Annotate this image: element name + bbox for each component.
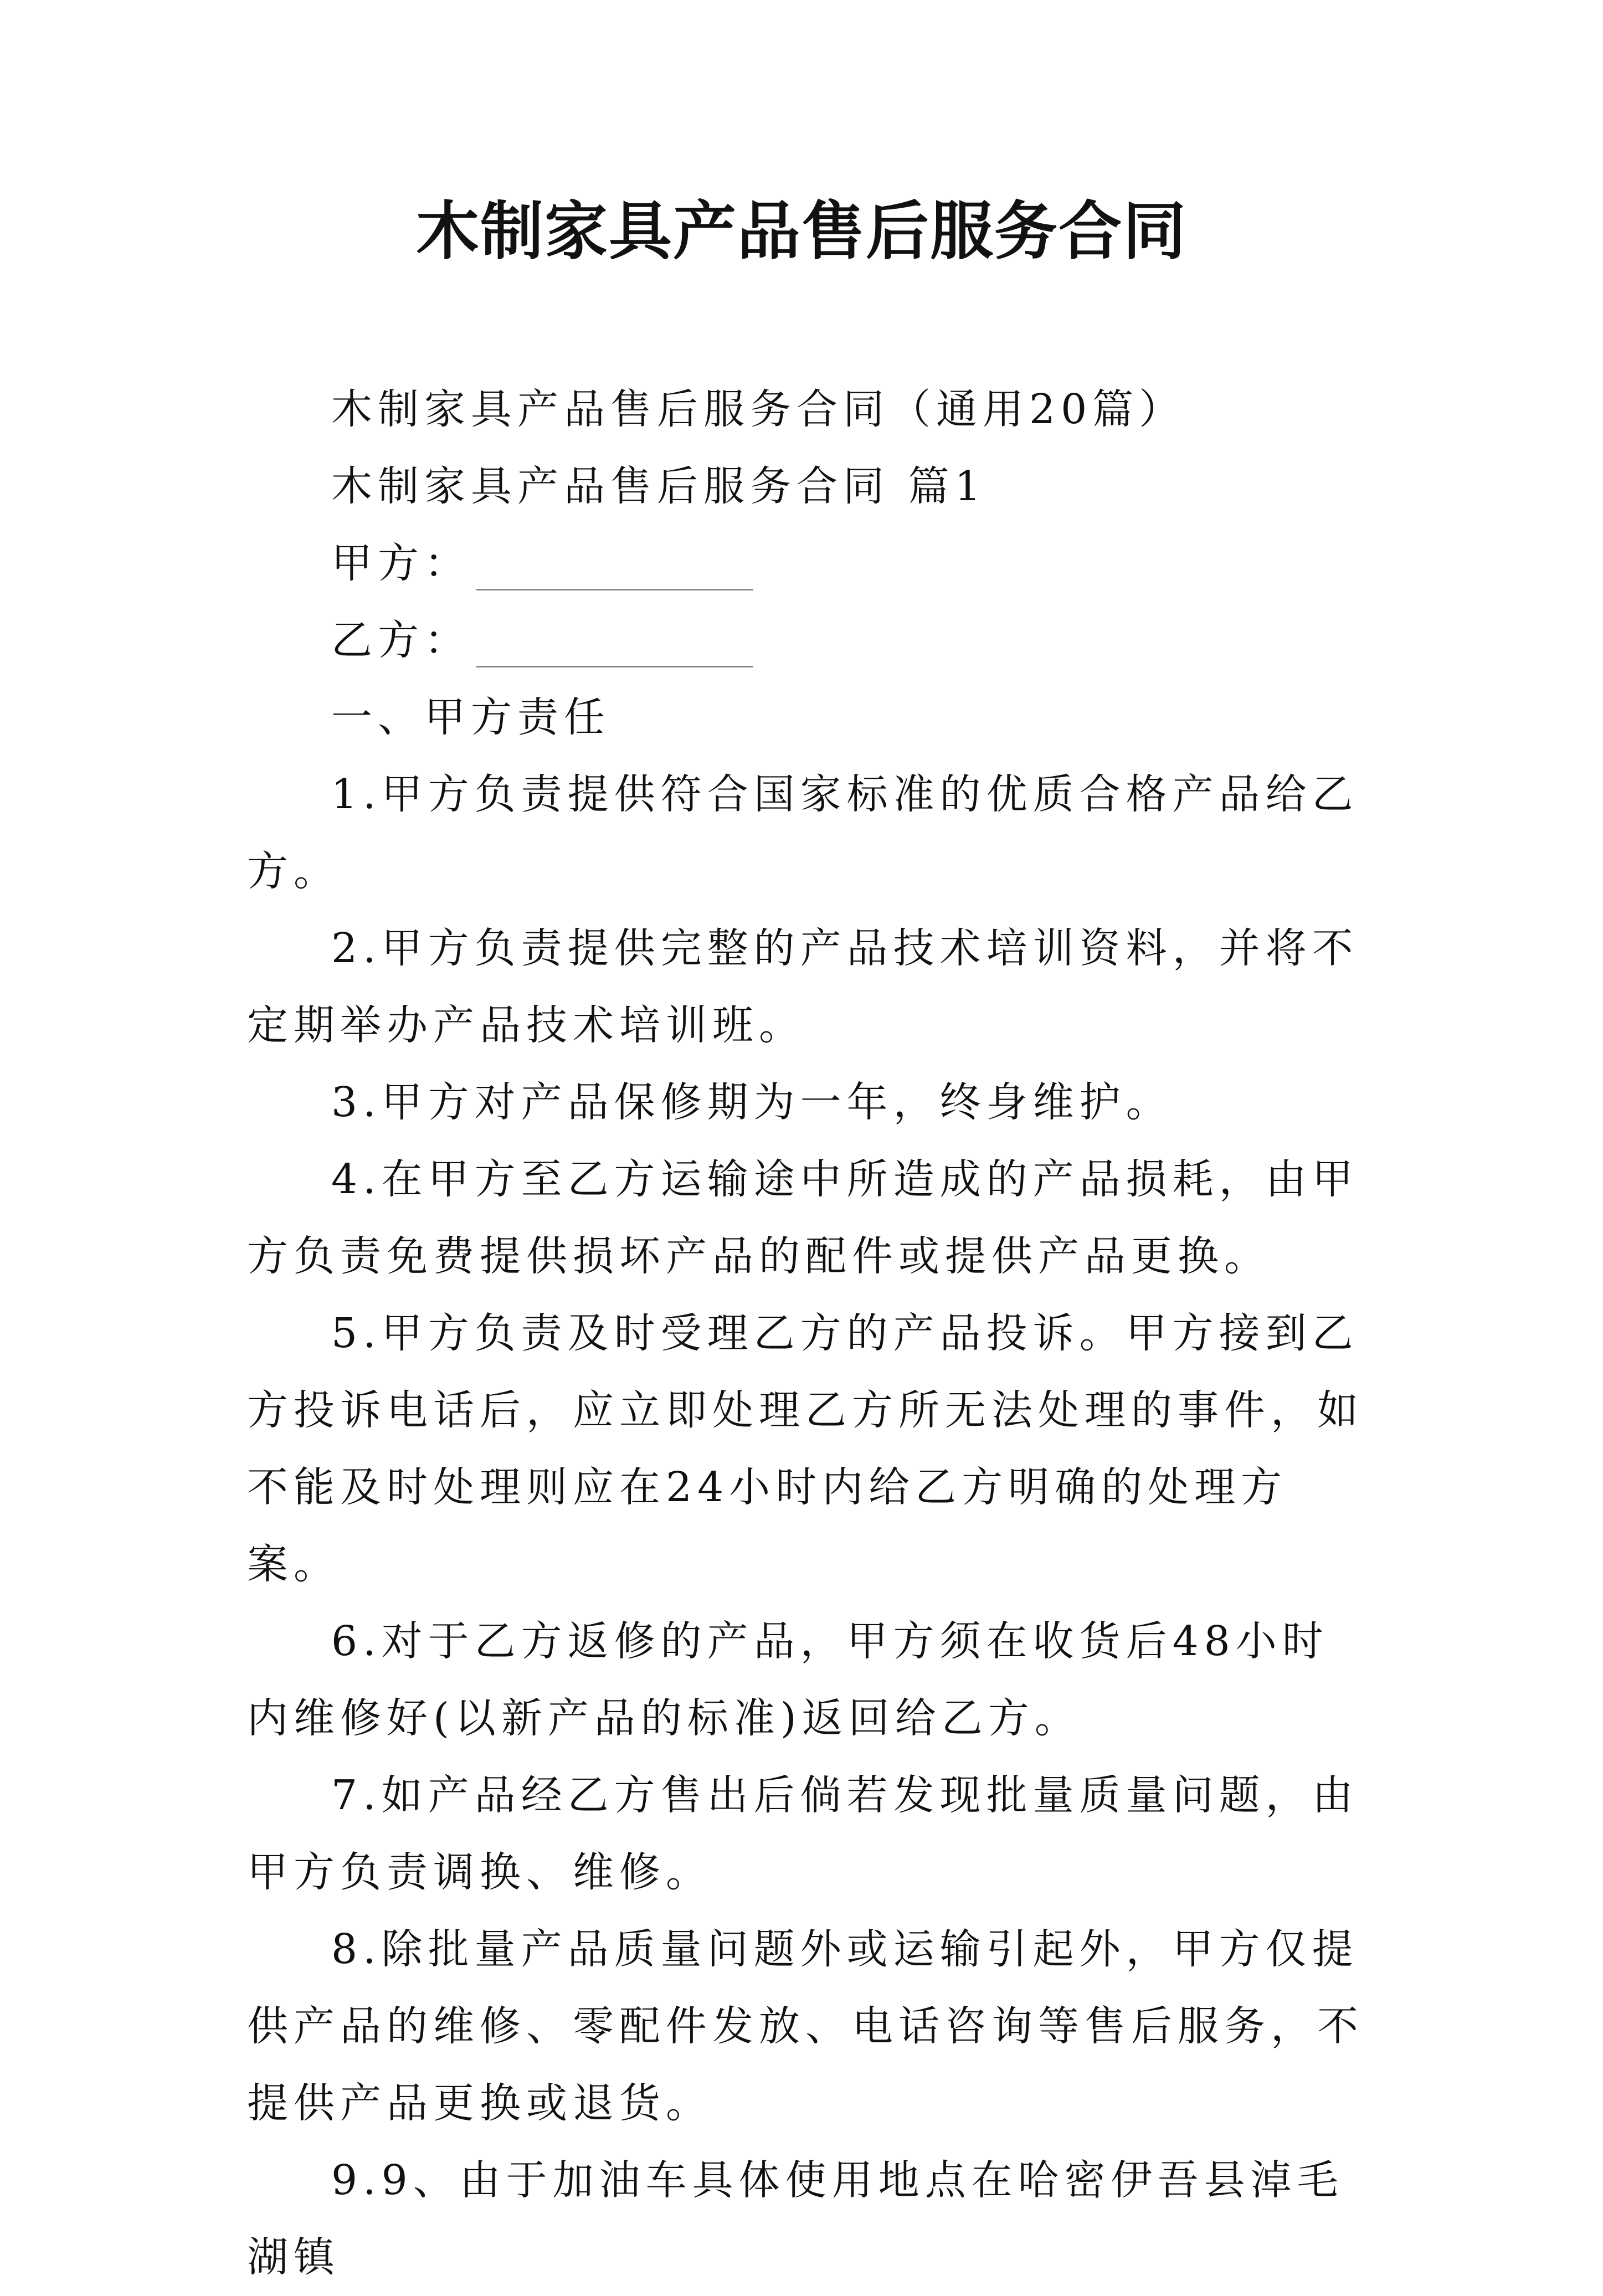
clause-item-7: 7.如产品经乙方售出后倘若发现批量质量问题，由甲方负责调换、维修。 <box>247 1771 1359 1896</box>
party-a-line <box>247 525 1371 602</box>
clause-item-1: 1.甲方负责提供符合国家标准的优质合格产品给乙方。 <box>247 771 1359 895</box>
document-title: 木制家具产品售后服务合同 <box>415 194 1187 268</box>
clause-item-4: 4.在甲方至乙方运输途中所造成的产品损耗，由甲方负责免费提供损坏产品的配件或提供产品更换。 <box>247 1155 1359 1280</box>
clause-item-3: 3.甲方对产品保修期为一年，终身维护。 <box>331 1078 1173 1126</box>
party-a-label: 甲方： <box>331 540 471 587</box>
clause-item-2: 2.甲方负责提供完整的产品技术培训资料，并将不定期举办产品技术培训班。 <box>247 924 1359 1049</box>
clause-item-6: 6.对于乙方返修的产品，甲方须在收货后48小时内维修好(以新产品的标准)返回给乙方。 <box>247 1617 1329 1742</box>
party-a-blank <box>476 588 753 590</box>
party-b-blank <box>476 665 753 667</box>
clause-item-8: 8.除批量产品质量问题外或运输引起外，甲方仅提供产品的维修、零配件发放、电话咨询等售后服务，不提供产品更换或退货。 <box>247 1925 1364 2127</box>
document-subtitle: 木制家具产品售后服务合同（通用20篇） <box>331 386 1186 433</box>
party-b-label: 乙方： <box>331 617 471 664</box>
clause-item-5: 5.甲方负责及时受理乙方的产品投诉。甲方接到乙方投诉电话后，应立即处理乙方所无法处理的事件，如不能及时处理则应在24小时内给乙方明确的处理方案。 <box>247 1309 1364 1588</box>
document-body <box>247 371 1371 2296</box>
section-heading: 木制家具产品售后服务合同 篇1 <box>331 463 987 510</box>
clause-heading: 一、甲方责任 <box>331 694 610 741</box>
clause-item-9: 9.9、由于加油车具体使用地点在哈密伊吾县淖毛湖镇 <box>247 2156 1344 2281</box>
party-b-line <box>247 602 1371 679</box>
